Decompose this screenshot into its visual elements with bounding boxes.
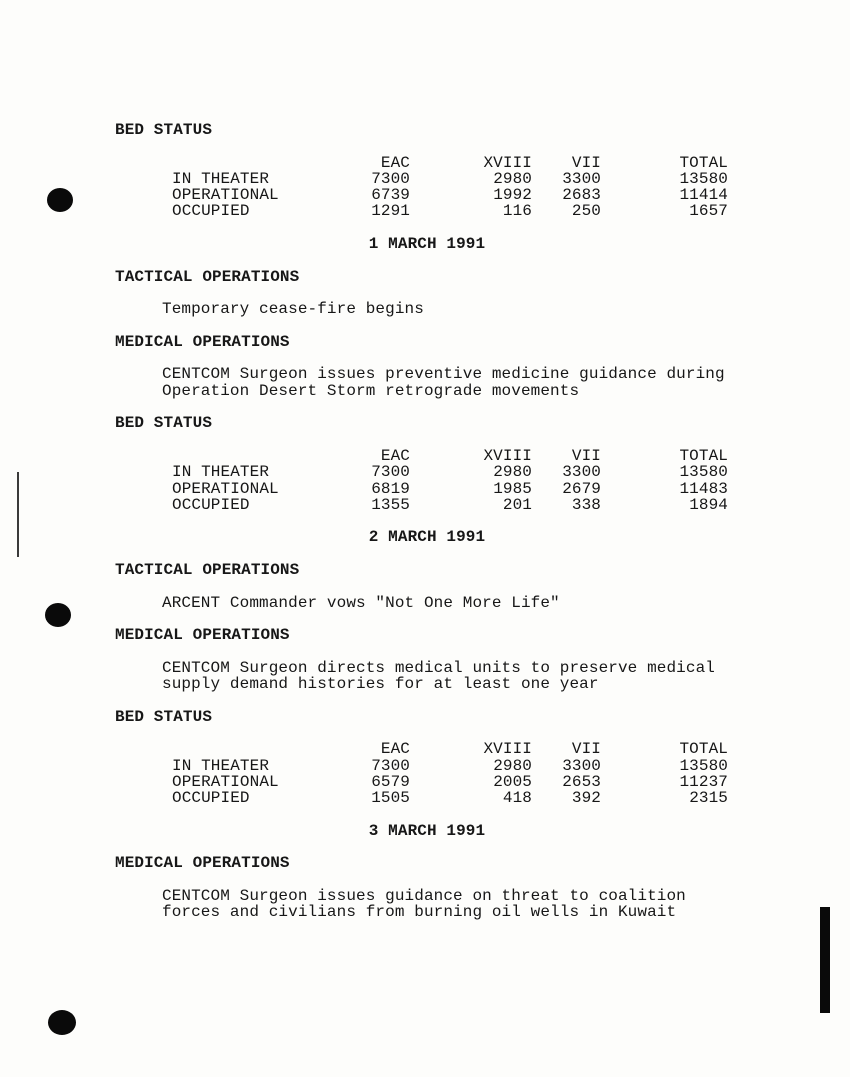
cell: 1505 — [371, 789, 410, 808]
cell: 13580 — [679, 756, 728, 775]
col-header-vii: VII — [571, 153, 601, 172]
table-row — [172, 758, 728, 774]
cell: 418 — [502, 789, 532, 808]
cell: 11237 — [679, 772, 728, 791]
row-label: OPERATIONAL — [172, 186, 279, 205]
cell: 11483 — [679, 479, 728, 498]
empty-header-cell — [172, 448, 320, 464]
cell: 2653 — [562, 772, 601, 791]
empty-header-cell — [172, 741, 320, 757]
section-heading-medical: MEDICAL OPERATIONS — [115, 332, 290, 351]
paragraph-line: Operation Desert Storm retrograde movements — [162, 381, 580, 400]
cell: 11414 — [679, 186, 728, 205]
row-label: OCCUPIED — [172, 202, 250, 221]
table-header-row — [172, 155, 728, 171]
table-row — [172, 203, 728, 219]
section-heading-tactical: TACTICAL OPERATIONS — [115, 267, 300, 286]
cell: 338 — [571, 495, 601, 514]
section-heading-bed-status: BED STATUS — [115, 414, 213, 433]
cell: 1992 — [493, 186, 532, 205]
col-header-eac: EAC — [380, 446, 410, 465]
bed-status-table-1 — [172, 155, 728, 220]
col-header-total: TOTAL — [679, 153, 728, 172]
table-row — [172, 790, 728, 806]
cell: 2980 — [493, 463, 532, 482]
table-row — [172, 187, 728, 203]
cell: 6739 — [371, 186, 410, 205]
section-heading-bed-status: BED STATUS — [115, 707, 213, 726]
cell: 13580 — [679, 463, 728, 482]
cell: 201 — [502, 495, 532, 514]
cell: 3300 — [562, 463, 601, 482]
cell: 1291 — [371, 202, 410, 221]
row-label: OPERATIONAL — [172, 479, 279, 498]
col-header-xviii: XVIII — [483, 740, 532, 759]
row-label: OCCUPIED — [172, 789, 250, 808]
cell: 1894 — [689, 495, 728, 514]
cell: 1657 — [689, 202, 728, 221]
paragraph-line: Temporary cease-fire begins — [162, 300, 424, 319]
cell: 2980 — [493, 756, 532, 775]
row-label: IN THEATER — [172, 463, 270, 482]
paragraph — [162, 301, 739, 317]
table-header-row — [172, 741, 728, 757]
section-heading-bed-status: BED STATUS — [115, 121, 213, 139]
paragraph-line: forces and civilians from burning oil wells in Kuwait — [162, 903, 677, 922]
bed-status-table-2 — [172, 448, 728, 513]
row-label: IN THEATER — [172, 169, 270, 188]
paragraph-line: ARCENT Commander vows "Not One More Life" — [162, 593, 560, 612]
document-content — [115, 122, 739, 937]
cell: 6579 — [371, 772, 410, 791]
row-label: OPERATIONAL — [172, 772, 279, 791]
cell: 1355 — [371, 495, 410, 514]
table-header-row — [172, 448, 728, 464]
scan-bar-artifact — [820, 907, 830, 1013]
row-label: IN THEATER — [172, 756, 270, 775]
cell: 2980 — [493, 169, 532, 188]
cell: 392 — [571, 789, 601, 808]
paragraph-line: CENTCOM Surgeon directs medical units to preserve medical — [162, 658, 715, 677]
cell: 2683 — [562, 186, 601, 205]
col-header-xviii: XVIII — [483, 153, 532, 172]
section-heading-tactical: TACTICAL OPERATIONS — [115, 561, 300, 580]
paragraph — [162, 888, 739, 921]
scan-line-artifact — [17, 472, 19, 557]
col-header-total: TOTAL — [679, 740, 728, 759]
cell: 2005 — [493, 772, 532, 791]
paragraph — [162, 660, 739, 693]
cell: 3300 — [562, 169, 601, 188]
paragraph — [162, 595, 739, 611]
cell: 7300 — [371, 463, 410, 482]
section-heading-medical: MEDICAL OPERATIONS — [115, 626, 290, 645]
col-header-eac: EAC — [380, 740, 410, 759]
table-row — [172, 464, 728, 480]
cell: 2679 — [562, 479, 601, 498]
table-row — [172, 497, 728, 513]
col-header-vii: VII — [571, 740, 601, 759]
cell: 13580 — [679, 169, 728, 188]
paragraph-line: CENTCOM Surgeon issues guidance on threat to coalition — [162, 886, 686, 905]
cell: 116 — [502, 202, 532, 221]
table-row — [172, 171, 728, 187]
paragraph-line: CENTCOM Surgeon issues preventive medicine guidance during — [162, 365, 725, 384]
cell: 2315 — [689, 789, 728, 808]
section-heading-medical: MEDICAL OPERATIONS — [115, 854, 290, 873]
hole-punch-mark — [45, 603, 71, 627]
cell: 250 — [571, 202, 601, 221]
table-row — [172, 774, 728, 790]
date-heading: 3 MARCH 1991 — [368, 821, 486, 840]
cell: 7300 — [371, 169, 410, 188]
col-header-total: TOTAL — [679, 446, 728, 465]
cell: 1985 — [493, 479, 532, 498]
table-row — [172, 481, 728, 497]
col-header-eac: EAC — [380, 153, 410, 172]
date-heading: 2 MARCH 1991 — [368, 528, 486, 547]
hole-punch-mark — [48, 1010, 76, 1035]
cell: 3300 — [562, 756, 601, 775]
row-label: OCCUPIED — [172, 495, 250, 514]
col-header-vii: VII — [571, 446, 601, 465]
bed-status-table-3 — [172, 741, 728, 806]
hole-punch-mark — [47, 188, 73, 212]
col-header-xviii: XVIII — [483, 446, 532, 465]
date-heading: 1 MARCH 1991 — [368, 235, 486, 254]
paragraph — [162, 366, 739, 399]
cell: 6819 — [371, 479, 410, 498]
cell: 7300 — [371, 756, 410, 775]
paragraph-line: supply demand histories for at least one year — [162, 675, 599, 694]
empty-header-cell — [172, 155, 320, 171]
